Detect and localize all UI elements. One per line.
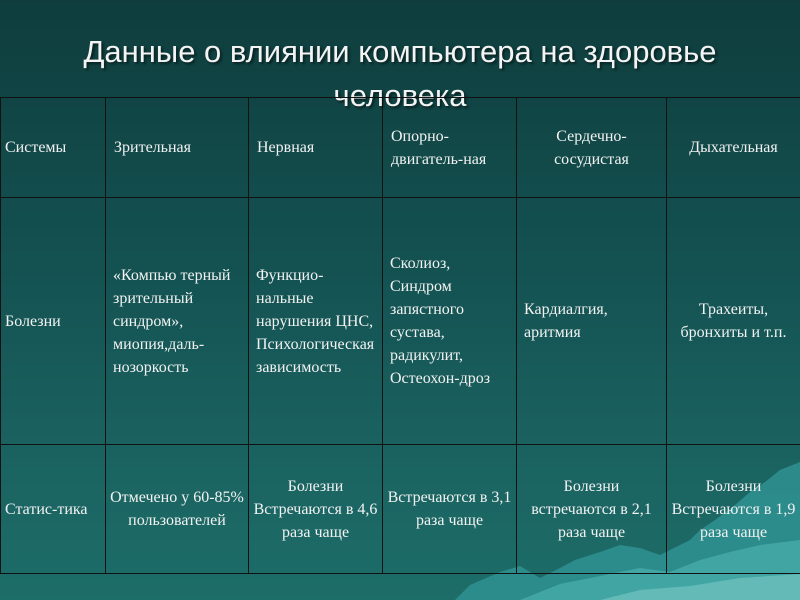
row-label-diseases: Болезни bbox=[1, 198, 106, 445]
slide-title: Данные о влиянии компьютера на здоровье человека bbox=[83, 34, 717, 113]
header-musculoskeletal: Опорно-двигатель-ная bbox=[383, 98, 517, 198]
health-impact-table bbox=[0, 97, 800, 574]
diseases-row bbox=[1, 198, 800, 445]
row-label-statistics: Статис-тика bbox=[1, 445, 106, 574]
cell-respiratory-diseases: Трахеиты, бронхиты и т.п. bbox=[667, 198, 800, 445]
cell-respiratory-stats: Болезни Встречаются в 1,9 раза чаще bbox=[667, 445, 800, 574]
cell-musculoskeletal-stats: Встречаются в 3,1 раза чаще bbox=[383, 445, 517, 574]
statistics-row bbox=[1, 445, 800, 574]
header-visual: Зрительная bbox=[106, 98, 249, 198]
cell-musculoskeletal-diseases: Сколиоз, Синдром запястного сустава, радикулит, Остеохон-дроз bbox=[383, 198, 517, 445]
cell-visual-stats: Отмечено у 60-85% пользователей bbox=[106, 445, 249, 574]
cell-nervous-stats: Болезни Встречаются в 4,6 раза чаще bbox=[249, 445, 383, 574]
header-systems: Системы bbox=[1, 98, 106, 198]
header-cardiovascular: Сердечно-сосудистая bbox=[517, 98, 667, 198]
cell-cardiovascular-diseases: Кардиалгия, аритмия bbox=[517, 198, 667, 445]
cell-cardiovascular-stats: Болезни встречаются в 2,1 раза чаще bbox=[517, 445, 667, 574]
header-row bbox=[1, 98, 800, 198]
cell-visual-diseases: «Компью терный зрительный синдром», миопия,даль-нозоркость bbox=[106, 198, 249, 445]
header-nervous: Нервная bbox=[249, 98, 383, 198]
cell-nervous-diseases: Функцио-нальные нарушения ЦНС, Психологическая зависимость bbox=[249, 198, 383, 445]
header-respiratory: Дыхательная bbox=[667, 98, 800, 198]
